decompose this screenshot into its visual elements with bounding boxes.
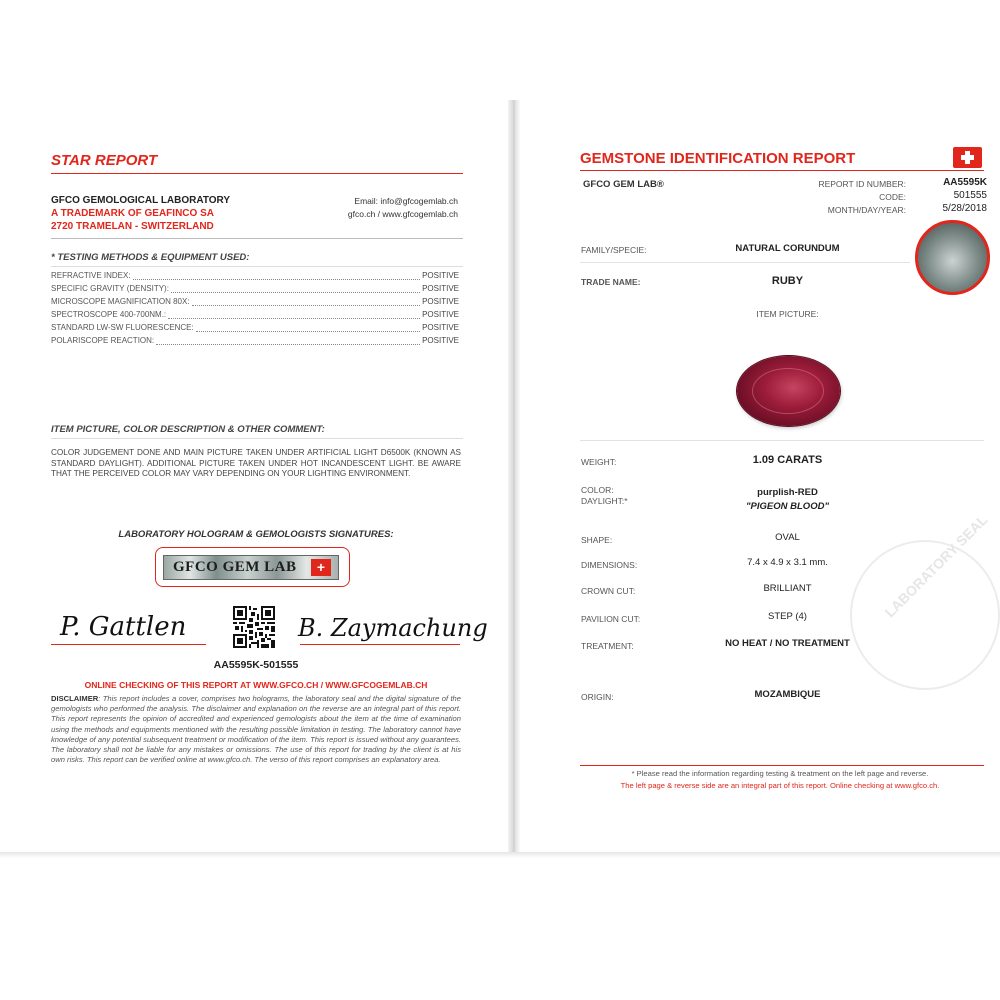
header-rule — [51, 238, 463, 239]
gem-facet — [752, 368, 824, 414]
testing-rule — [51, 266, 463, 267]
trade-name-value: RUBY — [771, 275, 804, 287]
test-row — [51, 336, 459, 349]
date-value: 5/28/2018 — [942, 203, 987, 214]
color-trade-value: "PIGEON BLOOD" — [746, 501, 829, 512]
hologram-heading: LABORATORY HOLOGRAM & GEMOLOGISTS SIGNATURES: — [118, 529, 394, 540]
swiss-cross-icon: + — [311, 559, 331, 576]
shape-value: OVAL — [775, 532, 800, 543]
dot-leader — [196, 323, 420, 332]
signature-left-rule — [51, 644, 206, 645]
lab-email: Email: info@gfcogemlab.ch — [354, 196, 458, 206]
shape-label: SHAPE: — [581, 535, 613, 545]
report-id-label: REPORT ID NUMBER: — [818, 179, 906, 189]
test-value: POSITIVE — [422, 336, 459, 345]
test-value: POSITIVE — [422, 297, 459, 306]
testing-heading: * TESTING METHODS & EQUIPMENT USED: — [51, 252, 250, 263]
treatment-label: TREATMENT: — [581, 641, 634, 651]
footnote-testing: * Please read the information regarding testing & treatment on the left page and reverse. — [631, 769, 929, 778]
dot-leader — [156, 336, 420, 345]
swiss-flag-icon — [953, 147, 982, 168]
test-label: SPECTROSCOPE 400-700NM.: — [51, 310, 167, 319]
dot-leader — [168, 310, 420, 319]
lab-trademark: A TRADEMARK OF GEAFINCO SA — [51, 208, 214, 219]
pavilion-cut-value: STEP (4) — [768, 611, 807, 622]
weight-label: WEIGHT: — [581, 457, 617, 467]
test-value: POSITIVE — [422, 310, 459, 319]
row-rule — [580, 262, 910, 263]
dimensions-value: 7.4 x 4.9 x 3.1 mm. — [747, 557, 828, 568]
test-row — [51, 323, 459, 336]
disclaimer-label: DISCLAIMER — [51, 694, 99, 703]
lab-websites: gfco.ch / www.gfcogemlab.ch — [347, 209, 458, 219]
title-rule — [51, 173, 463, 174]
laboratory-seal-watermark — [850, 540, 1000, 690]
daylight-label: DAYLIGHT:* — [581, 496, 628, 506]
lab-name: GFCO GEMOLOGICAL LABORATORY — [51, 195, 231, 206]
comment-text: COLOR JUDGEMENT DONE AND MAIN PICTURE TAKEN UNDER ARTIFICIAL LIGHT D6500K (KNOWN AS STANDARD DAYLIGHT). ADDITIONAL PICTURE TAKEN UNDER HOT INCANDESCENT LIGHT. BE AWARE THAT THE PERCEIVED COLOR MAY VARY DEPENDING ON YOUR LIGHTING ENVIRONMENT. — [51, 448, 461, 478]
report-id-value: AA5595K — [943, 177, 987, 188]
dot-leader — [171, 284, 420, 293]
family-value: NATURAL CORUNDUM — [735, 243, 840, 254]
test-value: POSITIVE — [422, 284, 459, 293]
test-value: POSITIVE — [422, 271, 459, 280]
code-value: 501555 — [953, 190, 987, 201]
row-rule — [580, 440, 984, 441]
seal-watermark-text: LABORATORY SEAL — [881, 511, 991, 621]
hologram-seal-icon — [915, 220, 990, 295]
item-picture-label: ITEM PICTURE: — [756, 309, 819, 319]
crown-cut-label: CROWN CUT: — [581, 586, 636, 596]
weight-value: 1.09 CARATS — [752, 454, 823, 466]
color-value: purplish-RED — [757, 487, 818, 498]
gem-lab-name: GFCO GEM LAB® — [583, 179, 664, 190]
test-label: MICROSCOPE MAGNIFICATION 80X: — [51, 297, 190, 306]
crown-cut-value: BRILLIANT — [763, 583, 812, 594]
dot-leader — [133, 271, 421, 280]
origin-value: MOZAMBIQUE — [754, 689, 821, 700]
dimensions-label: DIMENSIONS: — [581, 560, 638, 570]
page-bottom-shadow — [0, 852, 1000, 858]
signature-right: B. Zaymachung — [298, 614, 488, 642]
lab-address: 2720 TRAMELAN - SWITZERLAND — [51, 221, 214, 232]
disclaimer-text: : This report includes a cover, comprises two holograms, the laboratory seal and the digital signature of the gemologists who performed the analysis. The disclaimer and explanation on the reverse are an integral part of this report. This report represents the opinion of accredited and experienced gemologists about the item at the time of examination using the methods and equipments mentioned with the resulting possible limitation in testing. The laboratory cannot have knowledge of any potential subsequent treatment or modification of the item. This report is issued without any guarantees. The laboratory shall not be liable for any mistakes or omissions. The use of this report for trading by the client is at his own risks. This report can be verified online at www.gfco.ch. The verso of this report comprises an explanatory area. — [51, 694, 461, 765]
pavilion-cut-label: PAVILION CUT: — [581, 614, 641, 624]
online-check-link[interactable]: ONLINE CHECKING OF THIS REPORT AT WWW.GFCO.CH / WWW.GFCOGEMLAB.CH — [84, 680, 428, 690]
test-row — [51, 310, 459, 323]
report-code: AA5595K-501555 — [213, 659, 299, 671]
test-label: SPECIFIC GRAVITY (DENSITY): — [51, 284, 169, 293]
footer-rule — [580, 765, 984, 766]
code-label: CODE: — [879, 192, 906, 202]
family-label: FAMILY/SPECIE: — [581, 245, 647, 255]
comment-rule — [51, 438, 463, 439]
test-value: POSITIVE — [422, 323, 459, 332]
comment-heading: ITEM PICTURE, COLOR DESCRIPTION & OTHER COMMENT: — [51, 424, 325, 435]
date-label: MONTH/DAY/YEAR: — [827, 205, 906, 215]
trade-name-label: TRADE NAME: — [581, 277, 641, 287]
hologram-text: GFCO GEM LAB — [173, 559, 297, 575]
qr-code-icon — [233, 606, 275, 648]
test-row — [51, 297, 459, 310]
signature-left: P. Gattlen — [60, 612, 187, 642]
gemstone-report-title: GEMSTONE IDENTIFICATION REPORT — [580, 150, 856, 167]
color-label: COLOR: — [581, 485, 614, 495]
test-label: STANDARD LW-SW FLUORESCENCE: — [51, 323, 194, 332]
test-label: REFRACTIVE INDEX: — [51, 271, 131, 280]
disclaimer — [51, 694, 461, 765]
treatment-value: NO HEAT / NO TREATMENT — [725, 638, 850, 649]
booklet-spine — [508, 100, 520, 852]
star-report-title: STAR REPORT — [51, 152, 158, 169]
test-row — [51, 271, 459, 284]
signature-right-rule — [300, 644, 460, 645]
footnote-integral: The left page & reverse side are an integral part of this report. Online checking at www.gfco.ch. — [620, 781, 940, 790]
dot-leader — [192, 297, 421, 306]
test-label: POLARISCOPE REACTION: — [51, 336, 155, 345]
test-row — [51, 284, 459, 297]
origin-label: ORIGIN: — [581, 692, 614, 702]
title-rule-right — [580, 170, 984, 171]
